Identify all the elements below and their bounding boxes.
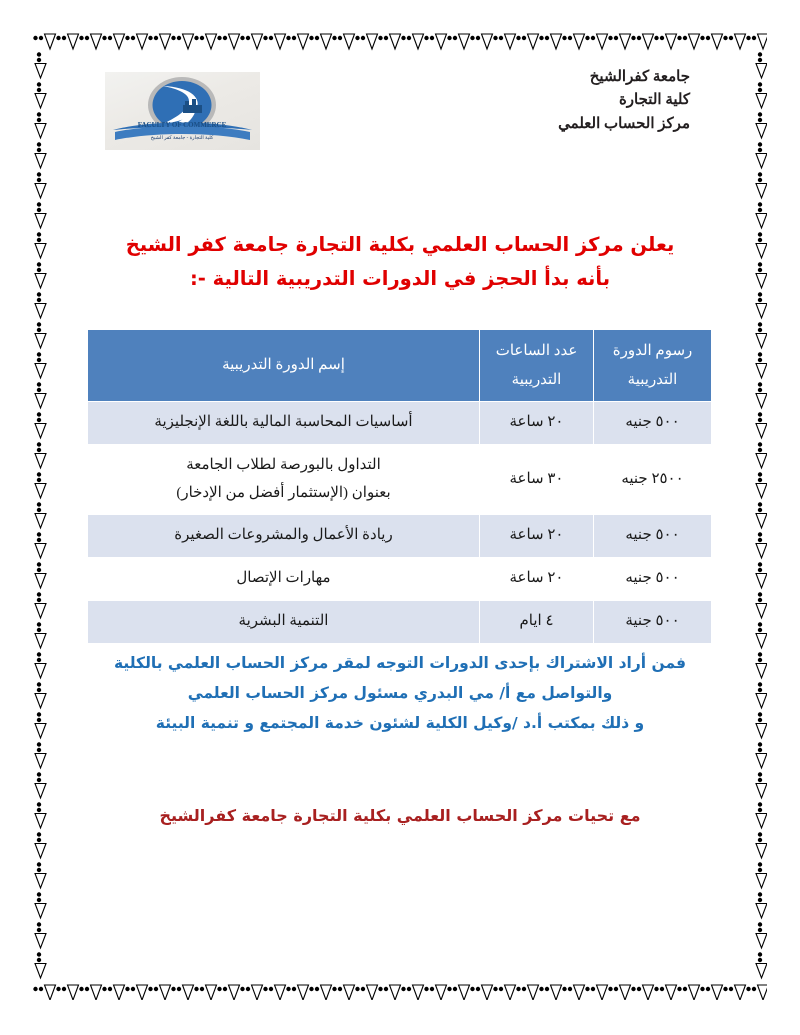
table-row xyxy=(88,444,712,515)
column-header-fee: رسوم الدورة التدريبية xyxy=(594,330,712,402)
organization-heading xyxy=(558,66,690,136)
org-line-center: مركز الحساب العلمي xyxy=(558,115,690,132)
cell-fee: ٥٠٠ جنيه xyxy=(594,558,712,601)
cell-course-name xyxy=(88,515,480,558)
courses-table-wrapper xyxy=(88,329,712,644)
course-name-line-1: التداول بالبورصة لطلاب الجامعة xyxy=(186,456,381,473)
cell-course-name xyxy=(88,600,480,643)
cell-fee: ٥٠٠ جنية xyxy=(594,600,712,643)
course-name-line-1: مهارات الإتصال xyxy=(236,570,331,586)
logo-ribbon-text-ar: كلية التجارة - جامعة كفر الشيخ xyxy=(150,136,214,141)
table-row xyxy=(88,558,712,601)
document-header xyxy=(0,66,800,162)
cell-fee: ٥٠٠ جنيه xyxy=(594,515,712,558)
course-name-line-1: ريادة الأعمال والمشروعات الصغيرة xyxy=(174,527,393,544)
table-row xyxy=(88,515,712,558)
logo-ribbon-text-en: FACULTY OF COMMERCE xyxy=(137,121,227,129)
registration-instructions xyxy=(95,648,705,739)
closing-line-1: مع تحيات مركز الحساب العلمي بكلية التجارة جامعة كفرالشيخ xyxy=(159,806,641,825)
cell-course-name xyxy=(88,558,480,601)
org-line-university: جامعة كفرالشيخ xyxy=(589,69,690,85)
column-header-hours: عدد الساعات التدريبية xyxy=(480,330,594,402)
instructions-line-3: و ذلك بمكتب أ.د /وكيل الكلية لشئون خدمة المجتمع و تنمية البيئة xyxy=(155,714,645,733)
table-header-row xyxy=(88,330,712,402)
cell-hours: ٢٠ ساعة xyxy=(480,402,594,445)
cell-hours: ٢٠ ساعة xyxy=(480,515,594,558)
faculty-of-commerce-logo xyxy=(105,72,260,150)
cell-course-name xyxy=(88,402,480,445)
instructions-line-2: والتواصل مع أ/ مي البدري مسئول مركز الحساب العلمي xyxy=(187,684,613,703)
course-name-line-1: التنمية البشرية xyxy=(238,612,329,629)
closing-greeting xyxy=(95,803,705,829)
cell-hours: ٢٠ ساعة xyxy=(480,558,594,601)
announcement-line-1: يعلن مركز الحساب العلمي بكلية التجارة جامعة كفر الشيخ xyxy=(125,233,675,256)
cell-fee: ٢٥٠٠ جنيه xyxy=(594,444,712,515)
table-row xyxy=(88,402,712,445)
column-header-name: إسم الدورة التدريبية xyxy=(88,330,480,402)
cell-course-name xyxy=(88,444,480,515)
courses-table-body xyxy=(88,402,712,644)
courses-table xyxy=(87,329,712,644)
course-name-line-2: بعنوان (الإستثمار أفضل من الإدخار) xyxy=(176,484,391,501)
table-row xyxy=(88,600,712,643)
announcement-title xyxy=(95,228,705,296)
courses-table-head xyxy=(88,330,712,402)
org-line-faculty: كلية التجارة xyxy=(618,92,690,109)
course-name-line-1: أساسيات المحاسبة المالية باللغة الإنجليزية xyxy=(154,414,413,430)
cell-fee: ٥٠٠ جنيه xyxy=(594,402,712,445)
cell-hours: ٤ ايام xyxy=(480,600,594,643)
cell-hours: ٣٠ ساعة xyxy=(480,444,594,515)
instructions-line-1: فمن أراد الاشتراك بإحدى الدورات التوجه لمقر مركز الحساب العلمي بالكلية xyxy=(114,654,686,672)
announcement-line-2: بأنه بدأ الحجز في الدورات التدريبية التالية -: xyxy=(189,267,611,291)
